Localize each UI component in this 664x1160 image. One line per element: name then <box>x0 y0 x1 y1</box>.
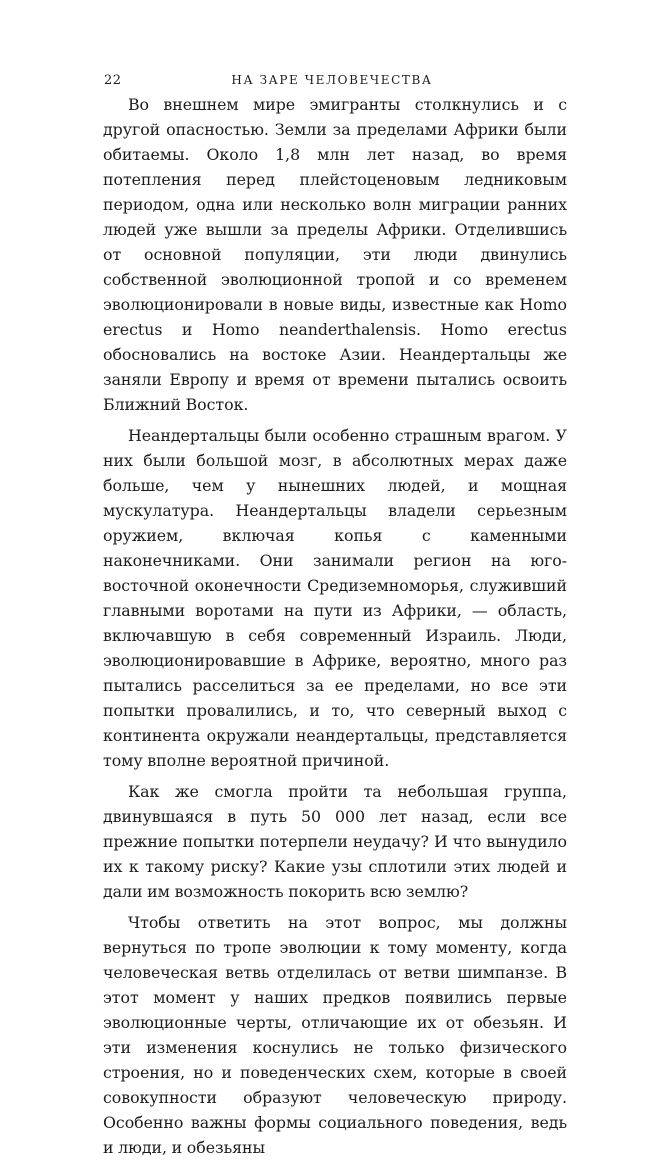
running-header: НА ЗАРЕ ЧЕЛОВЕЧЕСТВА <box>231 73 433 87</box>
paragraph: Во внешнем мире эмигранты столкнулись и с другой опасностью. Земли за пределами Африки были обитаемы. Около 1,8 млн лет назад, во время потепления перед плейстоценовым ледниковым периодом, одна или несколько волн миграции ранних людей уже вышли за пределы Африки. Отделившись от основной популяции, эти люди двинулись собственной эволюционной тропой и со временем эволюционировали в новые виды, известные как Homo erectus и Homo neanderthalensis. Homo erectus обосновались на востоке Азии. Неандертальцы же заняли Европу и время от времени пытались освоить Ближний Восток. <box>103 95 567 414</box>
paragraph: Чтобы ответить на этот вопрос, мы должны вернуться по тропе эволюции к тому моменту, когда человеческая ветвь отделилась от ветви шимпанзе. В этот момент у наших предков появились первые эволюционные черты, отличающие их от обезьян. И эти изменения коснулись не только физического строения, но и поведенческих схем, которые в своей совокупности образуют человеческую природу. Особенно важны формы социального поведения, ведь и люди, и обезьяны <box>103 913 567 1157</box>
paragraph: Неандертальцы были особенно страшным врагом. У них были большой мозг, в абсолютных мерах даже больше, чем у нынешних людей, и мощная мускулатура. Неандертальцы владели серьезным оружием, включая копья с каменными наконечниками. Они занимали регион на юго-восточной оконечности Средиземноморья, служивший главными воротами на пути из Африки, — область, включавшую в себя современный Израиль. Люди, эволюционировавшие в Африке, вероятно, много раз пытались расселиться за ее пределами, но все эти попытки провалились, и то, что северный выход с континента окружали неандертальцы, представляется тому вполне вероятной причиной. <box>103 426 567 770</box>
page-number: 22 <box>104 73 122 88</box>
paragraph: Как же смогла пройти та небольшая группа, двинувшаяся в путь 50 000 лет назад, если все прежние попытки потерпели неудачу? И что вынудило их к такому риску? Какие узы сплотили этих людей и дали им возможность покорить всю землю? <box>103 782 567 901</box>
